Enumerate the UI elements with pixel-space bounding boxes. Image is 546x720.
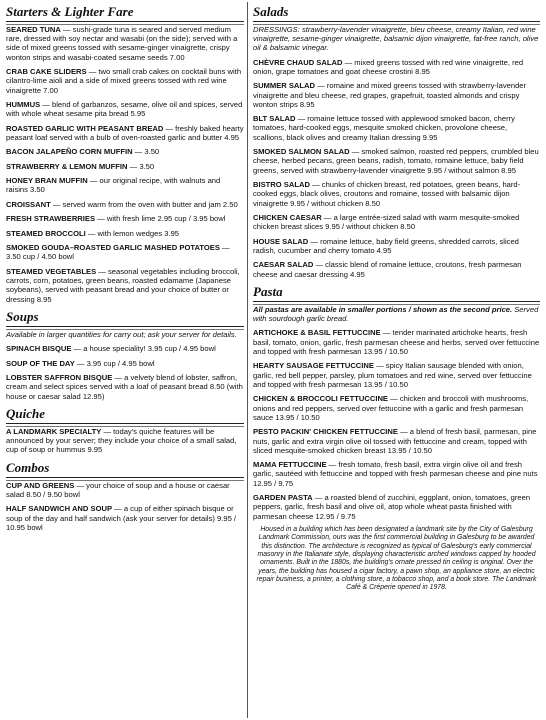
menu-item-name: STEAMED VEGETABLES xyxy=(6,266,97,276)
menu-item xyxy=(253,147,540,175)
menu-item-name: BISTRO SALAD xyxy=(253,180,310,190)
menu-item-description: — freshly baked hearty peasant loaf served with a bulb of oven-roasted garlic and butter 4.95 xyxy=(6,123,244,142)
menu-item xyxy=(253,114,540,142)
starters-list xyxy=(6,25,244,304)
menu-item-name: CHICKEN CAESAR xyxy=(253,213,322,223)
menu-item-name: ROASTED GARLIC WITH PEASANT BREAD xyxy=(6,123,164,133)
menu-item-description: — a cup of either spinach bisque or soup of the day and half sandwich (ask your server for details) 9.95 / 10.95 bowl xyxy=(6,504,237,532)
quiche-heading: Quiche xyxy=(6,406,244,424)
menu-item-description: — a velvety blend of lobster, saffron, cream and select spices served with a loaf of peasant bread 8.50 (with house or caesar salad 12.95) xyxy=(6,373,243,401)
menu-item xyxy=(6,176,244,195)
menu-item xyxy=(6,359,244,368)
menu-item xyxy=(6,243,244,262)
menu-item-description: — blend of garbanzos, sesame, olive oil and spices, served with whole wheat sesame pita bread 5.95 xyxy=(6,99,243,119)
menu-item-description: — mixed greens tossed with red wine vinaigrette, red onion, grape tomatoes and goat cheese crostini 8.95 xyxy=(253,57,524,76)
quiche-section xyxy=(6,406,244,455)
menu-item xyxy=(6,25,244,62)
menu-item xyxy=(6,344,244,353)
menu-item-name: SMOKED SALMON SALAD xyxy=(253,147,350,157)
salads-list xyxy=(253,58,540,279)
menu-item xyxy=(6,267,244,304)
menu-item-description: — 3.50 xyxy=(132,147,160,157)
menu-item-description: — with fresh lime 2.95 cup / 3.95 bowl xyxy=(95,214,226,224)
pasta-list xyxy=(253,328,540,520)
menu-item xyxy=(253,328,540,356)
menu-item xyxy=(253,180,540,208)
menu-item-name: PESTO PACKIN' CHICKEN FETTUCCINE xyxy=(253,427,398,437)
menu-item xyxy=(253,81,540,109)
pasta-section xyxy=(253,284,540,521)
soups-intro: Available in larger quantities for carry out; ask your server for details. xyxy=(6,329,237,339)
left-column xyxy=(6,0,244,537)
menu-item-description: — chicken and broccoli with mushrooms, onions and red peppers, served over fettuccine with a garlic and fresh parmesan sauce 13.95 / 10.50 xyxy=(253,394,529,422)
starters-heading: Starters & Lighter Fare xyxy=(6,4,244,22)
menu-item xyxy=(6,229,244,238)
menu-item-description: — romaine and mixed greens tossed with strawberry-lavender vinaigrette and bleu cheese, red grapes, grapefruit, toasted almonds and crispy wonton strips 8.95 xyxy=(253,81,527,109)
menu-item-description: — a house speciality! 3.95 cup / 4.95 bowl xyxy=(71,344,216,354)
menu-item-description: — romaine lettuce, baby field greens, shredded carrots, sliced radish, cucumber and cherry tomato 4.95 xyxy=(253,236,519,255)
menu-item-name: STRAWBERRY & LEMON MUFFIN xyxy=(6,161,128,171)
menu-item-description: — tender marinated artichoke hearts, fresh basil, tomato, onion, garlic, fresh parmesan cheese and herbs, served over fettuccine and topped with fresh parmesan 13.95 / 10.50 xyxy=(253,328,540,356)
menu-item xyxy=(253,213,540,232)
menu-item xyxy=(253,493,540,521)
menu-item-description: — 3.50 xyxy=(127,161,155,171)
menu-item-name: CROISSANT xyxy=(6,199,51,209)
menu-item xyxy=(6,200,244,209)
menu-item-description: — served warm from the oven with butter and jam 2.50 xyxy=(50,199,238,209)
menu-item-name: MAMA FETTUCCINE xyxy=(253,460,327,470)
pasta-intro-rest: Served with sourdough garlic bread. xyxy=(253,304,539,324)
menu-item xyxy=(6,124,244,143)
menu-item xyxy=(6,67,244,95)
menu-item-description: — 3.50 cup / 4.50 bowl xyxy=(6,243,230,262)
menu-item-description: — chunks of chicken breast, red potatoes, green beans, hard-cooked eggs, black olives, croutons and romaine, tossed with balsamic dijon vinaigrette 9.95 / without chicken 8.50 xyxy=(253,180,521,208)
menu-item xyxy=(6,100,244,119)
menu-item xyxy=(6,481,244,500)
soups-section xyxy=(6,309,244,401)
column-divider xyxy=(247,2,248,718)
soups-heading: Soups xyxy=(6,309,244,327)
starters-section xyxy=(6,4,244,304)
salads-section xyxy=(253,4,540,279)
menu-item xyxy=(253,260,540,279)
dressings-list: strawberry-lavender vinaigrette, bleu cheese, creamy Italian, red wine vinaigrette, sesame-ginger vinaigrette, balsamic dijon vinaigrette, fat-free ranch, olive oil & balsamic vinegar. xyxy=(253,24,539,53)
menu-item-name: BACON JALAPEÑO CORN MUFFIN xyxy=(6,147,133,157)
menu-item-name: A LANDMARK SPECIALTY xyxy=(6,426,102,436)
quiche-list xyxy=(6,427,244,455)
menu-item-name: CHICKEN & BROCCOLI FETTUCCINE xyxy=(253,394,388,404)
menu-item xyxy=(6,504,244,532)
menu-item-description: — classic blend of romaine lettuce, croutons, fresh parmesan cheese and caesar dressing 4.95 xyxy=(253,260,522,279)
menu-item xyxy=(6,162,244,171)
menu-item-description: — seasonal vegetables including broccoli, carrots, corn, potatoes, green beans, roasted edamame (Japanese soybeans), served with peasant bread and your choice of butter or dressing 8.95 xyxy=(6,266,240,304)
menu-item-name: SUMMER SALAD xyxy=(253,81,316,91)
menu-item xyxy=(253,394,540,422)
menu-item-description: — spicy Italian sausage blended with onion, garlic, red bell pepper, parsley, plum tomatoes and red wine, served over fettuccine and topped with fresh parmesan 13.95 / 10.50 xyxy=(253,361,532,389)
menu-item xyxy=(6,373,244,401)
menu-item-description: — a blend of fresh basil, parmesan, pine nuts, garlic and extra virgin olive oil tossed with fettuccine and cream, topped with sliced mesquite-smoked chicken breast 13.95 / 10.50 xyxy=(253,427,537,455)
menu-item-name: SPINACH BISQUE xyxy=(6,344,72,354)
menu-item-name: CUP AND GREENS xyxy=(6,480,75,490)
dressings-intro xyxy=(253,25,540,53)
menu-item-name: SEARED TUNA xyxy=(6,24,61,34)
combos-section xyxy=(6,460,244,532)
pasta-intro-bold: All pastas are available in smaller portions / shown as the second price. xyxy=(253,304,513,314)
menu-item-name: HALF SANDWICH AND SOUP xyxy=(6,504,113,514)
menu-item-name: STEAMED BROCCOLI xyxy=(6,228,86,238)
menu-item xyxy=(253,237,540,256)
pasta-intro xyxy=(253,305,540,324)
menu-item xyxy=(253,361,540,389)
menu-item-name: HOUSE SALAD xyxy=(253,236,309,246)
menu-item-description: — today's quiche features will be announced by your server; they include your choice of a small salad, cup of soup or hummus 9.95 xyxy=(6,426,237,455)
menu-item-name: HONEY BRAN MUFFIN xyxy=(6,176,88,186)
menu-item-description: — fresh tomato, fresh basil, extra virgin olive oil and fresh garlic, sautéed with fettuccine and topped with fresh parmesan cheese and pine nuts 12.95 / 9.75 xyxy=(253,460,538,488)
salads-heading: Salads xyxy=(253,4,540,22)
menu-item xyxy=(253,427,540,455)
menu-item xyxy=(253,460,540,488)
landmark-history-note: Housed in a building which has been designated a landmark site by the City of Galesburg Landmark Commission, ours was the first commercial building in Galesburg to be awarded this distinction. The architecture is recognized as typical of Galesburg's early commercial masonry in the Italianate style, displaying characteristic arched windows capped by hooded ornaments. Built in the 1880s, the building's ornate pressed tin ceiling is original. Over the years, the building has housed a cigar factory, a pawn shop, an appliance store, an electric repair business, a printer, a clothing store, a tobacco shop, and a book store. The Landmark Café & Créperie opened in 1978. xyxy=(256,526,537,592)
menu-item-description: — a large entrée-sized salad with warm mesquite-smoked chicken breast slices 9.95 / without chicken 8.50 xyxy=(253,213,520,232)
dressings-label: DRESSINGS: xyxy=(253,24,300,34)
menu-item-description: — a roasted blend of zucchini, eggplant, onion, tomatoes, green peppers, garlic, fresh basil and olive oil, atop whole wheat pasta finished with parmesan cheese 12.95 / 9.75 xyxy=(253,493,531,521)
menu-item-name: SMOKED GOUDA–ROASTED GARLIC MASHED POTATOES xyxy=(6,243,220,253)
menu-item-description: — smoked salmon, roasted red peppers, crumbled bleu cheese, herbed pecans, green beans, radish, tomato, romaine lettuce, baby field greens, served with strawberry-lavender vinaigrette 9.95 / without salmon 8.95 xyxy=(253,147,539,175)
menu-item-description: — with lemon wedges 3.95 xyxy=(85,228,180,238)
menu-item-description: — our original recipe, with walnuts and raisins 3.50 xyxy=(6,176,221,195)
menu-item-description: — your choice of soup and a house or caesar salad 8.50 / 9.50 bowl xyxy=(6,480,230,499)
menu-item-name: BLT SALAD xyxy=(253,114,296,124)
menu-item-name: HUMMUS xyxy=(6,99,41,109)
menu-item-name: SOUP OF THE DAY xyxy=(6,358,75,368)
combos-list xyxy=(6,481,244,532)
menu-item xyxy=(6,427,244,455)
right-column xyxy=(253,0,540,592)
menu-item-name: FRESH STRAWBERRIES xyxy=(6,214,96,224)
menu-item xyxy=(6,214,244,223)
menu-item xyxy=(253,58,540,77)
menu-item-description: — 3.95 cup / 4.95 bowl xyxy=(74,358,155,368)
menu-item-name: CAESAR SALAD xyxy=(253,260,314,270)
soups-list xyxy=(6,344,244,401)
menu-item-name: LOBSTER SAFFRON BISQUE xyxy=(6,373,113,383)
menu-item-name: ARTICHOKE & BASIL FETTUCCINE xyxy=(253,328,381,338)
menu-item-name: CHÈVRE CHAUD SALAD xyxy=(253,57,343,67)
menu-item-name: GARDEN PASTA xyxy=(253,493,313,503)
menu-item-description: — two small crab cakes on cocktail buns with cilantro-lime aioli and a side of mixed greens tossed with red wine vinaigrette 7.00 xyxy=(6,67,242,95)
menu-item-description: — sushi-grade tuna is seared and served medium rare, dressed with soy nectar and wasabi (on the side); served with a side of mixed greens tossed with sesame-ginger vinaigrette, crispy wonton strips and wasabi-coated sesame seeds 7.00 xyxy=(6,24,238,62)
menu-item-description: — romaine lettuce tossed with applewood smoked bacon, cherry tomatoes, hard-cooked eggs, mesquite smoked chicken, provolone cheese, scallions, black olives and creamy Italian dressing 9.95 xyxy=(253,114,515,142)
menu-item-name: CRAB CAKE SLIDERS xyxy=(6,67,87,77)
menu-item xyxy=(6,147,244,156)
menu-item-name: HEARTY SAUSAGE FETTUCCINE xyxy=(253,361,374,371)
combos-heading: Combos xyxy=(6,460,244,478)
pasta-heading: Pasta xyxy=(253,284,540,302)
